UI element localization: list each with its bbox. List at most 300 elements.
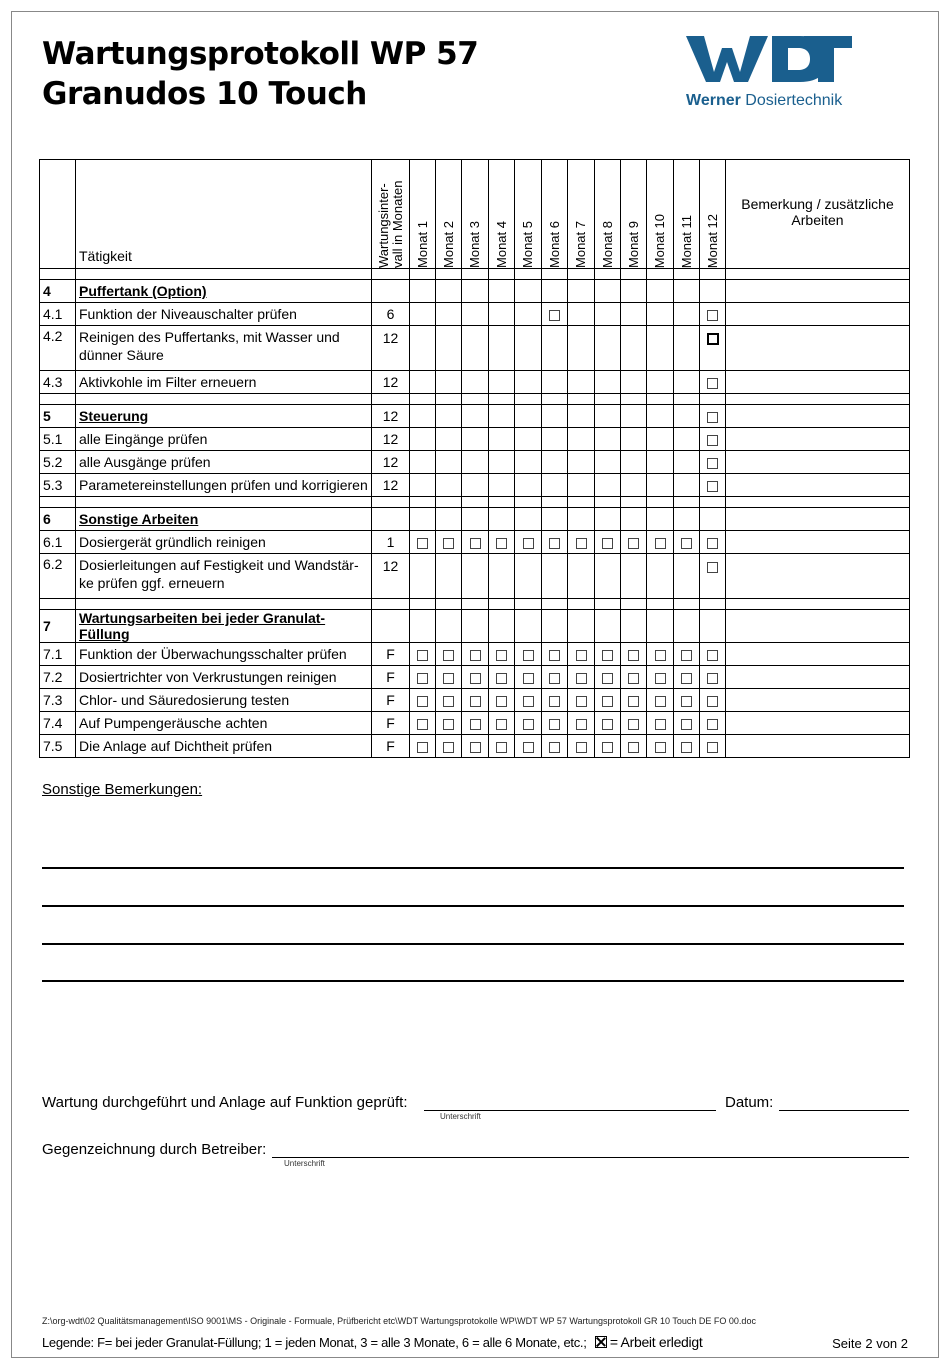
table-row bbox=[40, 428, 910, 451]
checkbox-icon[interactable] bbox=[549, 538, 560, 549]
checkbox-icon[interactable] bbox=[707, 481, 718, 492]
checkbox-icon[interactable] bbox=[523, 650, 534, 661]
checkbox-icon[interactable] bbox=[523, 673, 534, 684]
spacer-cell bbox=[674, 269, 700, 280]
month-cell bbox=[621, 303, 647, 326]
spacer-cell bbox=[40, 497, 76, 508]
checkbox-icon[interactable] bbox=[417, 719, 428, 730]
technician-signature-line[interactable] bbox=[424, 1110, 716, 1111]
checkbox-icon[interactable] bbox=[628, 673, 639, 684]
month-cell bbox=[410, 666, 436, 689]
header-month-1: Monat 1 bbox=[410, 160, 436, 269]
month-cell bbox=[700, 508, 726, 531]
checkbox-icon[interactable] bbox=[602, 696, 613, 707]
month-cell bbox=[674, 326, 700, 371]
checkbox-icon[interactable] bbox=[707, 538, 718, 549]
spacer-cell bbox=[462, 497, 489, 508]
month-cell bbox=[595, 531, 621, 554]
spacer-cell bbox=[515, 599, 542, 610]
checkbox-icon[interactable] bbox=[417, 650, 428, 661]
checkbox-icon[interactable] bbox=[681, 719, 692, 730]
remarks-cell[interactable] bbox=[726, 280, 910, 303]
month-cell bbox=[489, 428, 515, 451]
table-row bbox=[40, 735, 910, 758]
checkbox-icon[interactable] bbox=[707, 333, 719, 345]
table-row bbox=[40, 371, 910, 394]
spacer-cell bbox=[700, 497, 726, 508]
item-text: Die Anlage auf Dichtheit prüfen bbox=[76, 735, 372, 758]
month-cell bbox=[621, 689, 647, 712]
item-text: Auf Pumpengeräusche achten bbox=[76, 712, 372, 735]
date-line[interactable] bbox=[779, 1110, 909, 1111]
checkbox-icon[interactable] bbox=[707, 378, 718, 389]
spacer-cell bbox=[76, 599, 372, 610]
remarks-cell[interactable] bbox=[726, 689, 910, 712]
remarks-cell[interactable] bbox=[726, 712, 910, 735]
spacer-cell bbox=[76, 497, 372, 508]
month-cell bbox=[621, 735, 647, 758]
month-cell bbox=[647, 474, 674, 497]
spacer-cell bbox=[40, 394, 76, 405]
month-cell bbox=[436, 554, 462, 599]
checkbox-icon[interactable] bbox=[655, 538, 666, 549]
month-cell bbox=[621, 666, 647, 689]
spacer-cell bbox=[621, 394, 647, 405]
header-month-8: Monat 8 bbox=[595, 160, 621, 269]
checkbox-icon[interactable] bbox=[681, 673, 692, 684]
checkbox-icon[interactable] bbox=[681, 650, 692, 661]
item-number: 7.2 bbox=[40, 666, 76, 689]
month-cell bbox=[647, 554, 674, 599]
month-cell bbox=[542, 712, 568, 735]
spacer-cell bbox=[674, 599, 700, 610]
spacer-cell bbox=[489, 497, 515, 508]
month-cell bbox=[436, 280, 462, 303]
remarks-cell[interactable] bbox=[726, 666, 910, 689]
month-cell bbox=[568, 508, 595, 531]
checked-box-icon bbox=[595, 1336, 607, 1348]
month-cell bbox=[436, 689, 462, 712]
month-cell bbox=[647, 610, 674, 643]
remarks-cell[interactable] bbox=[726, 303, 910, 326]
checkbox-icon[interactable] bbox=[523, 696, 534, 707]
item-number: 7.3 bbox=[40, 689, 76, 712]
spacer-cell bbox=[568, 497, 595, 508]
spacer-cell bbox=[410, 599, 436, 610]
section-title: Steuerung bbox=[79, 408, 149, 424]
month-cell bbox=[568, 643, 595, 666]
table-row bbox=[40, 712, 910, 735]
month-cell bbox=[515, 280, 542, 303]
month-cell bbox=[462, 554, 489, 599]
checkbox-icon[interactable] bbox=[576, 538, 587, 549]
month-cell bbox=[436, 303, 462, 326]
month-cell bbox=[621, 610, 647, 643]
checkbox-icon[interactable] bbox=[602, 719, 613, 730]
month-cell bbox=[410, 689, 436, 712]
checkbox-icon[interactable] bbox=[523, 719, 534, 730]
spacer-cell bbox=[410, 497, 436, 508]
month-cell bbox=[410, 371, 436, 394]
month-cell bbox=[462, 326, 489, 371]
month-cell bbox=[700, 666, 726, 689]
month-cell bbox=[515, 689, 542, 712]
checkbox-icon[interactable] bbox=[655, 719, 666, 730]
month-cell bbox=[621, 712, 647, 735]
month-cell bbox=[647, 666, 674, 689]
remarks-cell[interactable] bbox=[726, 371, 910, 394]
spacer-cell bbox=[726, 394, 910, 405]
spacer-cell bbox=[700, 269, 726, 280]
legend-done: = Arbeit erledigt bbox=[609, 1334, 703, 1350]
remarks-cell[interactable] bbox=[726, 735, 910, 758]
month-cell bbox=[436, 428, 462, 451]
spacer-cell bbox=[726, 599, 910, 610]
header-month-7: Monat 7 bbox=[568, 160, 595, 269]
month-cell bbox=[515, 451, 542, 474]
checkbox-icon[interactable] bbox=[707, 458, 718, 469]
checkbox-icon[interactable] bbox=[470, 538, 481, 549]
month-cell bbox=[621, 554, 647, 599]
month-cell bbox=[674, 405, 700, 428]
checkbox-icon[interactable] bbox=[681, 696, 692, 707]
month-cell bbox=[489, 531, 515, 554]
month-cell bbox=[462, 610, 489, 643]
month-cell bbox=[542, 451, 568, 474]
section-number: 5 bbox=[40, 405, 76, 428]
checkbox-icon[interactable] bbox=[707, 673, 718, 684]
month-cell bbox=[515, 712, 542, 735]
item-text: Parametereinstellungen prüfen und korrigieren bbox=[76, 474, 372, 497]
table-row bbox=[40, 303, 910, 326]
month-cell bbox=[515, 474, 542, 497]
month-cell bbox=[674, 554, 700, 599]
checkbox-icon[interactable] bbox=[443, 719, 454, 730]
signature-hint-2: Unterschrift bbox=[284, 1159, 325, 1168]
checkbox-icon[interactable] bbox=[496, 538, 507, 549]
checkbox-icon[interactable] bbox=[470, 650, 481, 661]
month-cell bbox=[410, 610, 436, 643]
checkbox-icon[interactable] bbox=[602, 650, 613, 661]
checkbox-icon[interactable] bbox=[443, 650, 454, 661]
month-cell bbox=[462, 451, 489, 474]
checkbox-icon[interactable] bbox=[443, 538, 454, 549]
checkbox-icon[interactable] bbox=[707, 435, 718, 446]
remarks-line[interactable] bbox=[42, 905, 904, 907]
month-cell bbox=[700, 554, 726, 599]
spacer-cell bbox=[726, 269, 910, 280]
checkbox-icon[interactable] bbox=[602, 538, 613, 549]
section-row bbox=[40, 508, 910, 531]
month-cell bbox=[515, 371, 542, 394]
month-cell bbox=[647, 303, 674, 326]
month-cell bbox=[674, 735, 700, 758]
checkbox-icon[interactable] bbox=[496, 696, 507, 707]
month-cell bbox=[595, 371, 621, 394]
checkbox-icon[interactable] bbox=[681, 742, 692, 753]
table-row bbox=[40, 474, 910, 497]
item-interval: F bbox=[372, 712, 410, 735]
month-cell bbox=[542, 610, 568, 643]
checkbox-icon[interactable] bbox=[523, 742, 534, 753]
remarks-line[interactable] bbox=[42, 980, 904, 982]
month-cell bbox=[410, 508, 436, 531]
checkbox-icon[interactable] bbox=[655, 742, 666, 753]
checkbox-icon[interactable] bbox=[576, 650, 587, 661]
checkbox-icon[interactable] bbox=[549, 742, 560, 753]
item-interval: 12 bbox=[372, 326, 410, 371]
spacer-cell bbox=[647, 599, 674, 610]
checkbox-icon[interactable] bbox=[417, 696, 428, 707]
spacer-cell bbox=[436, 269, 462, 280]
remarks-line[interactable] bbox=[42, 867, 904, 869]
month-cell bbox=[462, 405, 489, 428]
month-cell bbox=[647, 280, 674, 303]
table-row bbox=[40, 451, 910, 474]
spacer-cell bbox=[76, 394, 372, 405]
section-interval bbox=[372, 610, 410, 643]
month-cell bbox=[647, 428, 674, 451]
month-cell bbox=[489, 735, 515, 758]
checkbox-icon[interactable] bbox=[707, 696, 718, 707]
header-month-3: Monat 3 bbox=[462, 160, 489, 269]
remarks-cell[interactable] bbox=[726, 610, 910, 643]
checkbox-icon[interactable] bbox=[655, 650, 666, 661]
item-number: 7.5 bbox=[40, 735, 76, 758]
month-cell bbox=[568, 531, 595, 554]
item-number: 5.2 bbox=[40, 451, 76, 474]
table-row bbox=[40, 554, 910, 599]
spacer-cell bbox=[568, 599, 595, 610]
remarks-cell[interactable] bbox=[726, 643, 910, 666]
month-cell bbox=[462, 735, 489, 758]
month-cell bbox=[568, 280, 595, 303]
spacer-cell bbox=[674, 497, 700, 508]
month-cell bbox=[700, 474, 726, 497]
month-cell bbox=[621, 508, 647, 531]
month-cell bbox=[700, 428, 726, 451]
month-cell bbox=[621, 451, 647, 474]
month-cell bbox=[489, 508, 515, 531]
item-text: alle Ausgänge prüfen bbox=[76, 451, 372, 474]
spacer-cell bbox=[568, 269, 595, 280]
checkbox-icon[interactable] bbox=[576, 673, 587, 684]
checkbox-icon[interactable] bbox=[470, 696, 481, 707]
checkbox-icon[interactable] bbox=[576, 742, 587, 753]
spacer-cell bbox=[40, 599, 76, 610]
month-cell bbox=[700, 451, 726, 474]
checkbox-icon[interactable] bbox=[496, 719, 507, 730]
item-number: 7.4 bbox=[40, 712, 76, 735]
checkbox-icon[interactable] bbox=[549, 310, 560, 321]
month-cell bbox=[462, 280, 489, 303]
spacer-cell bbox=[462, 269, 489, 280]
checkbox-icon[interactable] bbox=[549, 719, 560, 730]
checkbox-icon[interactable] bbox=[470, 742, 481, 753]
remarks-cell[interactable] bbox=[726, 508, 910, 531]
month-cell bbox=[436, 405, 462, 428]
header-month-4: Monat 4 bbox=[489, 160, 515, 269]
month-cell bbox=[621, 428, 647, 451]
section-title-cell bbox=[76, 280, 372, 303]
spacer-cell bbox=[542, 497, 568, 508]
checkbox-icon[interactable] bbox=[443, 673, 454, 684]
spacer-cell bbox=[542, 394, 568, 405]
month-cell bbox=[410, 735, 436, 758]
file-path: Z:\org-wdt\02 Qualitätsmanagement\ISO 9001\MS - Originale - Formuale, Prüfbericht etc\WDT Wartungsprotokolle WP\WDT WP 57 Wartungsprotokoll GR 10 Touch DE FO 00.doc bbox=[42, 1316, 756, 1326]
checkbox-icon[interactable] bbox=[417, 538, 428, 549]
item-interval: 12 bbox=[372, 428, 410, 451]
item-interval: F bbox=[372, 689, 410, 712]
checkbox-icon[interactable] bbox=[628, 696, 639, 707]
operator-signature-line[interactable] bbox=[272, 1157, 909, 1158]
spacer-cell bbox=[372, 497, 410, 508]
month-cell bbox=[568, 474, 595, 497]
month-cell bbox=[700, 303, 726, 326]
item-interval: 6 bbox=[372, 303, 410, 326]
header-month-9: Monat 9 bbox=[621, 160, 647, 269]
month-cell bbox=[489, 610, 515, 643]
checkbox-icon[interactable] bbox=[470, 673, 481, 684]
spacer-cell bbox=[647, 269, 674, 280]
item-number: 4.1 bbox=[40, 303, 76, 326]
checkbox-icon[interactable] bbox=[496, 742, 507, 753]
header-no-cell bbox=[40, 160, 76, 269]
checkbox-icon[interactable] bbox=[655, 696, 666, 707]
spacer-cell bbox=[462, 599, 489, 610]
checkbox-icon[interactable] bbox=[707, 742, 718, 753]
remarks-label: Sonstige Bemerkungen: bbox=[42, 781, 203, 798]
month-cell bbox=[568, 371, 595, 394]
month-cell bbox=[568, 303, 595, 326]
remarks-cell[interactable] bbox=[726, 531, 910, 554]
month-cell bbox=[568, 610, 595, 643]
section-title: Wartungsarbeiten bei jeder Granulat-Füllung bbox=[79, 610, 326, 642]
spacer-cell bbox=[595, 599, 621, 610]
checkbox-icon[interactable] bbox=[496, 673, 507, 684]
month-cell bbox=[462, 508, 489, 531]
page-number: Seite 2 von 2 bbox=[832, 1336, 908, 1351]
month-cell bbox=[647, 735, 674, 758]
month-cell bbox=[436, 712, 462, 735]
checkbox-icon[interactable] bbox=[443, 742, 454, 753]
remarks-cell[interactable] bbox=[726, 451, 910, 474]
item-number: 7.1 bbox=[40, 643, 76, 666]
checkbox-icon[interactable] bbox=[628, 742, 639, 753]
month-cell bbox=[595, 280, 621, 303]
spacer-cell bbox=[436, 394, 462, 405]
spacer-cell bbox=[568, 394, 595, 405]
item-interval: 1 bbox=[372, 531, 410, 554]
checkbox-icon[interactable] bbox=[549, 673, 560, 684]
month-cell bbox=[436, 610, 462, 643]
checkbox-icon[interactable] bbox=[707, 310, 718, 321]
checkbox-icon[interactable] bbox=[707, 719, 718, 730]
month-cell bbox=[674, 666, 700, 689]
section-interval: 12 bbox=[372, 405, 410, 428]
checkbox-icon[interactable] bbox=[602, 742, 613, 753]
item-number: 6.2 bbox=[40, 554, 76, 599]
checkbox-icon[interactable] bbox=[576, 696, 587, 707]
month-cell bbox=[700, 689, 726, 712]
remarks-cell[interactable] bbox=[726, 428, 910, 451]
month-cell bbox=[621, 280, 647, 303]
checkbox-icon[interactable] bbox=[523, 538, 534, 549]
header-month-2: Monat 2 bbox=[436, 160, 462, 269]
month-cell bbox=[462, 712, 489, 735]
month-cell bbox=[674, 451, 700, 474]
checkbox-icon[interactable] bbox=[628, 538, 639, 549]
section-title-cell bbox=[76, 610, 372, 643]
spacer-cell bbox=[515, 394, 542, 405]
checkbox-icon[interactable] bbox=[470, 719, 481, 730]
checkbox-icon[interactable] bbox=[576, 719, 587, 730]
checkbox-icon[interactable] bbox=[628, 650, 639, 661]
section-row bbox=[40, 280, 910, 303]
table-row bbox=[40, 531, 910, 554]
month-cell bbox=[568, 712, 595, 735]
remarks-line[interactable] bbox=[42, 943, 904, 945]
month-cell bbox=[410, 405, 436, 428]
month-cell bbox=[436, 735, 462, 758]
section-row bbox=[40, 405, 910, 428]
month-cell bbox=[621, 326, 647, 371]
section-row bbox=[40, 610, 910, 643]
checkbox-icon[interactable] bbox=[417, 742, 428, 753]
month-cell bbox=[489, 280, 515, 303]
month-cell bbox=[410, 643, 436, 666]
maintenance-table bbox=[39, 159, 910, 758]
section-title-cell bbox=[76, 508, 372, 531]
month-cell bbox=[674, 689, 700, 712]
section-interval bbox=[372, 508, 410, 531]
month-cell bbox=[462, 643, 489, 666]
month-cell bbox=[595, 643, 621, 666]
month-cell bbox=[410, 280, 436, 303]
month-cell bbox=[542, 428, 568, 451]
remarks-cell[interactable] bbox=[726, 474, 910, 497]
checkbox-icon[interactable] bbox=[549, 696, 560, 707]
checkbox-icon[interactable] bbox=[417, 673, 428, 684]
month-cell bbox=[542, 643, 568, 666]
section-title-cell bbox=[76, 405, 372, 428]
spacer-cell bbox=[410, 269, 436, 280]
checkbox-icon[interactable] bbox=[707, 412, 718, 423]
month-cell bbox=[568, 689, 595, 712]
checkbox-icon[interactable] bbox=[707, 650, 718, 661]
checkbox-icon[interactable] bbox=[628, 719, 639, 730]
checkbox-icon[interactable] bbox=[681, 538, 692, 549]
remarks-cell[interactable] bbox=[726, 554, 910, 599]
checkbox-icon[interactable] bbox=[602, 673, 613, 684]
checkbox-icon[interactable] bbox=[707, 562, 718, 573]
remarks-cell[interactable] bbox=[726, 405, 910, 428]
month-cell bbox=[542, 326, 568, 371]
header-activity: Tätigkeit bbox=[76, 160, 372, 269]
month-cell bbox=[436, 451, 462, 474]
remarks-cell[interactable] bbox=[726, 326, 910, 371]
month-cell bbox=[436, 371, 462, 394]
checkbox-icon[interactable] bbox=[549, 650, 560, 661]
checkbox-icon[interactable] bbox=[496, 650, 507, 661]
header-month-5: Monat 5 bbox=[515, 160, 542, 269]
spacer-cell bbox=[674, 394, 700, 405]
checkbox-icon[interactable] bbox=[443, 696, 454, 707]
checkbox-icon[interactable] bbox=[655, 673, 666, 684]
document-title bbox=[42, 34, 478, 114]
month-cell bbox=[674, 428, 700, 451]
month-cell bbox=[700, 371, 726, 394]
